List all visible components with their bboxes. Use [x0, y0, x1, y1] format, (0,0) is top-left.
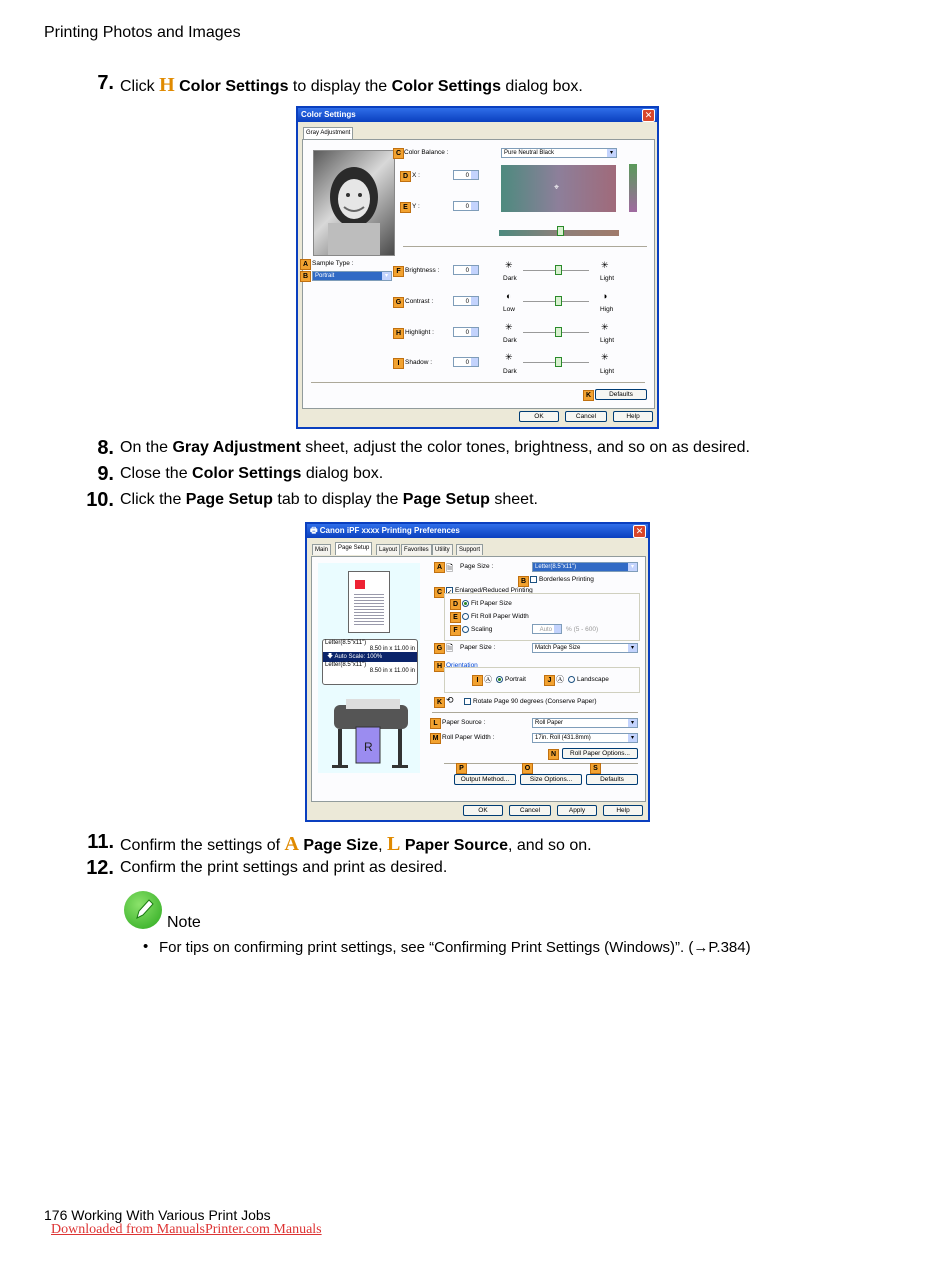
sun-bright-icon: ✳ — [601, 352, 609, 362]
badge-g: G — [393, 297, 404, 308]
tab-utility[interactable]: Utility — [432, 544, 453, 555]
preview-pane — [318, 563, 420, 773]
bold-term: Gray Adjustment — [172, 439, 301, 456]
bold-term: Page Size — [303, 837, 379, 854]
badge-c: C — [393, 148, 404, 159]
size-options-button[interactable]: Size Options... — [520, 774, 582, 785]
step-text-part: tab to display the — [272, 491, 403, 508]
roll-width-label: Roll Paper Width : — [442, 734, 495, 741]
step-number: 8. — [97, 437, 114, 459]
apply-button[interactable]: Apply — [557, 805, 597, 816]
bold-term: Color Settings — [192, 465, 302, 482]
roll-paper-options-button[interactable]: Roll Paper Options... — [562, 748, 638, 759]
contrast-high: High — [600, 306, 614, 313]
download-link[interactable]: Downloaded from ManualsPrinter.com Manuals — [51, 1222, 322, 1237]
step-text-part: , — [378, 837, 388, 854]
bold-term: Paper Source — [404, 837, 508, 854]
sun-dim-icon: ✳ — [505, 260, 513, 270]
badge-a: A — [434, 562, 445, 573]
highlight-high: Light — [600, 337, 615, 344]
scaling-label: Scaling — [471, 626, 493, 634]
ok-button[interactable]: OK — [519, 411, 559, 422]
preview-scale-text: Auto Scale: 100% — [334, 654, 383, 660]
highlight-spinner[interactable]: 0 — [453, 327, 479, 337]
chevron-down-icon: ▾ — [628, 734, 637, 742]
ok-button[interactable]: OK — [463, 805, 503, 816]
badge-d: D — [450, 599, 461, 610]
portrait-image — [314, 151, 394, 255]
note-bullet: • — [143, 938, 149, 955]
arrow-down-icon: 🡇 — [327, 654, 335, 660]
roll-width-value: 17in. Roll (431.8mm) — [535, 735, 591, 741]
badge-e: E — [400, 202, 411, 213]
badge-a: A — [300, 259, 311, 270]
dialog-title: Canon iPF xxxx Printing Preferences — [319, 526, 460, 535]
badge-b: B — [518, 576, 529, 587]
badge-s: S — [590, 763, 601, 774]
badge-n: N — [548, 749, 559, 760]
shadow-low: Dark — [503, 368, 517, 375]
paper-source-label: Paper Source : — [442, 719, 486, 726]
badge-i: I — [472, 675, 483, 686]
step-text-part: dialog box. — [500, 78, 583, 95]
step-text-part: Click — [120, 78, 160, 95]
brightness-high: Light — [600, 275, 615, 282]
brightness-spinner[interactable]: 0 — [453, 265, 479, 275]
step-number: 7. — [97, 72, 114, 94]
shadow-spinner[interactable]: 0 — [453, 357, 479, 367]
preview-lines — [354, 594, 384, 626]
checkbox[interactable] — [530, 576, 537, 583]
cancel-button[interactable]: Cancel — [509, 805, 551, 816]
brightness-thumb[interactable] — [555, 265, 562, 275]
sun-bright-icon: ✳ — [601, 260, 609, 270]
step-text-part: to display the — [288, 78, 392, 95]
y-spinner[interactable]: 0 — [453, 201, 479, 211]
chevron-down-icon: ▾ — [382, 272, 391, 280]
note-title: Note — [167, 914, 201, 931]
tab-main[interactable]: Main — [312, 544, 331, 555]
fit-paper-label: Fit Paper Size — [471, 600, 512, 608]
color-balance-label: Color Balance : — [404, 149, 449, 156]
highlight-thumb[interactable] — [555, 327, 562, 337]
dialog-titlebar — [298, 108, 657, 122]
radio[interactable] — [462, 626, 469, 633]
badge-p: P — [456, 763, 467, 774]
note-text: For tips on confirming print settings, see “Confirming Print Settings (Windows)”. (→P.384) — [159, 939, 751, 956]
page-size-label: Page Size : — [460, 563, 494, 570]
step-text-part: Confirm the settings of — [120, 837, 285, 854]
paper-source-select[interactable] — [532, 718, 638, 728]
crosshair-icon: ⌖ — [554, 182, 560, 192]
contrast-label: Contrast : — [405, 298, 434, 305]
contrast-high-icon: ◑ — [602, 291, 608, 301]
divider — [403, 246, 647, 247]
step-text — [120, 833, 592, 856]
badge-f: F — [393, 266, 404, 277]
step-text — [120, 491, 538, 509]
step-text: Confirm the print settings and print as desired. — [120, 859, 448, 876]
radio-selected[interactable] — [496, 676, 503, 683]
scaling-range: % (5 - 600) — [566, 626, 599, 633]
step-text — [120, 465, 383, 483]
roll-width-select[interactable] — [532, 733, 638, 743]
sample-type-label: Sample Type : — [312, 260, 354, 267]
badge-j: J — [544, 675, 555, 686]
defaults-button[interactable]: Defaults — [586, 774, 638, 785]
bold-term: Page Setup — [402, 491, 490, 508]
defaults-button[interactable]: Defaults — [595, 389, 647, 400]
shadow-high: Light — [600, 368, 615, 375]
rotate-label: Rotate Page 90 degrees (Conserve Paper) — [473, 698, 597, 706]
color-settings-dialog — [296, 106, 659, 429]
help-button[interactable]: Help — [613, 411, 653, 422]
badge-g: G — [434, 643, 445, 654]
paper-source-value: Roll Paper — [535, 720, 564, 726]
fit-roll-radio[interactable] — [462, 613, 529, 620]
printer-icon: 🖶 — [310, 526, 320, 535]
portrait-radio[interactable] — [496, 676, 526, 683]
page-setup-panel — [311, 556, 646, 802]
sample-type-value: Portrait — [315, 273, 335, 279]
dialog-titlebar — [307, 524, 648, 538]
color-balance-select[interactable] — [501, 148, 617, 158]
orientation-label: Orientation — [446, 662, 478, 669]
tab-page-setup[interactable]: Page Setup — [335, 542, 372, 555]
borderless-checkbox[interactable] — [530, 576, 594, 583]
step-text-part: Close the — [120, 465, 193, 482]
divider — [432, 712, 638, 713]
step-text-part: On the — [120, 439, 173, 456]
step-text — [120, 439, 750, 457]
bold-term: Page Setup — [185, 491, 273, 508]
badge-l: L — [430, 718, 441, 729]
fit-paper-radio[interactable] — [462, 600, 512, 607]
output-method-button[interactable]: Output Method... — [454, 774, 516, 785]
scaling-spinner[interactable]: Auto — [532, 624, 562, 634]
badge-h: H — [434, 661, 445, 672]
contrast-thumb[interactable] — [555, 296, 562, 306]
landscape-radio[interactable] — [568, 676, 609, 683]
sample-type-select[interactable] — [312, 271, 392, 281]
step-number: 10. — [86, 489, 114, 511]
paper-icon: 🗎 — [446, 643, 454, 653]
close-icon[interactable]: ✕ — [633, 525, 646, 538]
preview-scale — [323, 652, 417, 662]
radio[interactable] — [568, 676, 575, 683]
rotate-checkbox[interactable] — [464, 698, 597, 705]
y-label: Y : — [412, 203, 420, 210]
page-size-select[interactable] — [532, 562, 638, 572]
chevron-down-icon: ▾ — [628, 644, 637, 652]
preview-info — [322, 639, 418, 685]
checkbox-checked[interactable]: ✓ — [447, 589, 453, 596]
chevron-down-icon: ▾ — [607, 149, 616, 157]
page-header: Printing Photos and Images — [44, 24, 241, 41]
printer-illustration — [326, 693, 416, 773]
color-balance-grid[interactable] — [501, 165, 616, 212]
badge-c: C — [434, 587, 445, 598]
step-text — [120, 74, 583, 97]
slider-thumb[interactable] — [557, 226, 564, 236]
radio-selected[interactable] — [462, 600, 469, 607]
badge-h: H — [393, 328, 404, 339]
cancel-button[interactable]: Cancel — [565, 411, 607, 422]
rotate-icon: ⟲ — [446, 695, 454, 705]
badge-k: K — [434, 697, 445, 708]
step-number: 11. — [87, 831, 114, 853]
help-button[interactable]: Help — [603, 805, 643, 816]
shadow-label: Shadow : — [405, 359, 433, 366]
vertical-color-slider[interactable] — [629, 164, 637, 212]
contrast-spinner[interactable]: 0 — [453, 296, 479, 306]
tab-favorites[interactable]: Favorites — [401, 544, 432, 555]
paper-size-select[interactable] — [532, 643, 638, 653]
sun-dim-icon: ✳ — [505, 322, 513, 332]
bold-term: Color Settings — [391, 78, 501, 95]
label-letter: A — [284, 833, 299, 855]
preview-paper-size: Letter(8.5"x11") — [325, 640, 367, 646]
badge-d: D — [400, 171, 411, 182]
badge-k: K — [583, 390, 594, 401]
gray-adjustment-panel — [302, 139, 655, 409]
tab-gray-adjustment[interactable]: Gray Adjustment — [303, 127, 353, 140]
portrait-icon: Ⓐ — [484, 675, 492, 684]
portrait-label: Portrait — [505, 676, 526, 684]
label-letter: H — [159, 74, 175, 96]
borderless-label: Borderless Printing — [539, 576, 594, 584]
paper-size-label: Paper Size : — [460, 644, 496, 651]
step-number: 12. — [86, 857, 114, 879]
tab-support[interactable]: Support — [456, 544, 483, 555]
page-size-value: Letter(8.5"x11") — [535, 564, 577, 570]
dialog-title: Color Settings — [301, 110, 356, 119]
preview-image — [355, 580, 365, 589]
preview-paper-dims: 8.50 in x 11.00 in — [369, 646, 415, 652]
step-text-part: sheet. — [489, 491, 538, 508]
contrast-low-icon: ◐ — [506, 291, 512, 301]
badge-o: O — [522, 763, 533, 774]
divider — [444, 763, 638, 764]
landscape-label: Landscape — [577, 676, 609, 684]
divider — [311, 382, 645, 383]
step-text-part: sheet, adjust the color tones, brightness, and so on as desired. — [300, 439, 750, 456]
paper-size-value: Match Page Size — [535, 645, 581, 651]
tab-layout[interactable]: Layout — [376, 544, 400, 555]
enlarged-label: Enlarged/Reduced Printing — [455, 587, 533, 595]
label-letter: L — [387, 833, 401, 855]
radio[interactable] — [462, 613, 469, 620]
scaling-radio[interactable] — [462, 626, 492, 633]
brightness-label: Brightness : — [405, 267, 440, 274]
bold-term: Color Settings — [179, 78, 289, 95]
preview-output-dims: 8.50 in x 11.00 in — [369, 668, 415, 674]
close-icon[interactable]: ✕ — [642, 109, 655, 122]
landscape-icon: Ⓐ — [556, 675, 564, 684]
badge-e: E — [450, 612, 461, 623]
page-icon: 🗎 — [446, 563, 454, 573]
x-spinner[interactable]: 0 — [453, 170, 479, 180]
page-preview — [348, 571, 390, 633]
shadow-thumb[interactable] — [555, 357, 562, 367]
x-label: X : — [412, 172, 420, 179]
color-balance-value: Pure Neutral Black — [504, 150, 555, 156]
highlight-label: Highlight : — [405, 329, 434, 336]
pencil-icon — [124, 891, 162, 929]
highlight-low: Dark — [503, 337, 517, 344]
contrast-low: Low — [503, 306, 515, 313]
preview-output-size: Letter(8.5"x11") — [325, 662, 367, 668]
badge-i: I — [393, 358, 404, 369]
step-text-part: dialog box. — [301, 465, 384, 482]
brightness-low: Dark — [503, 275, 517, 282]
page-footer: 176 Working With Various Print Jobs — [44, 1207, 271, 1223]
svg-text:R: R — [364, 740, 373, 754]
chevron-down-icon: ▾ — [628, 563, 637, 571]
badge-m: M — [430, 733, 441, 744]
sun-bright-icon: ✳ — [601, 322, 609, 332]
sample-photo — [313, 150, 395, 256]
step-text-part: Click the — [120, 491, 186, 508]
chevron-down-icon: ▾ — [628, 719, 637, 727]
printing-preferences-dialog — [305, 522, 650, 822]
note-pencil-icon — [124, 891, 162, 929]
checkbox[interactable] — [464, 698, 471, 705]
step-text-part: , and so on. — [507, 837, 592, 854]
step-number: 9. — [97, 463, 114, 485]
badge-f: F — [450, 625, 461, 636]
fit-roll-label: Fit Roll Paper Width — [471, 613, 529, 621]
badge-b: B — [300, 271, 311, 282]
sun-dim-icon: ✳ — [505, 352, 513, 362]
